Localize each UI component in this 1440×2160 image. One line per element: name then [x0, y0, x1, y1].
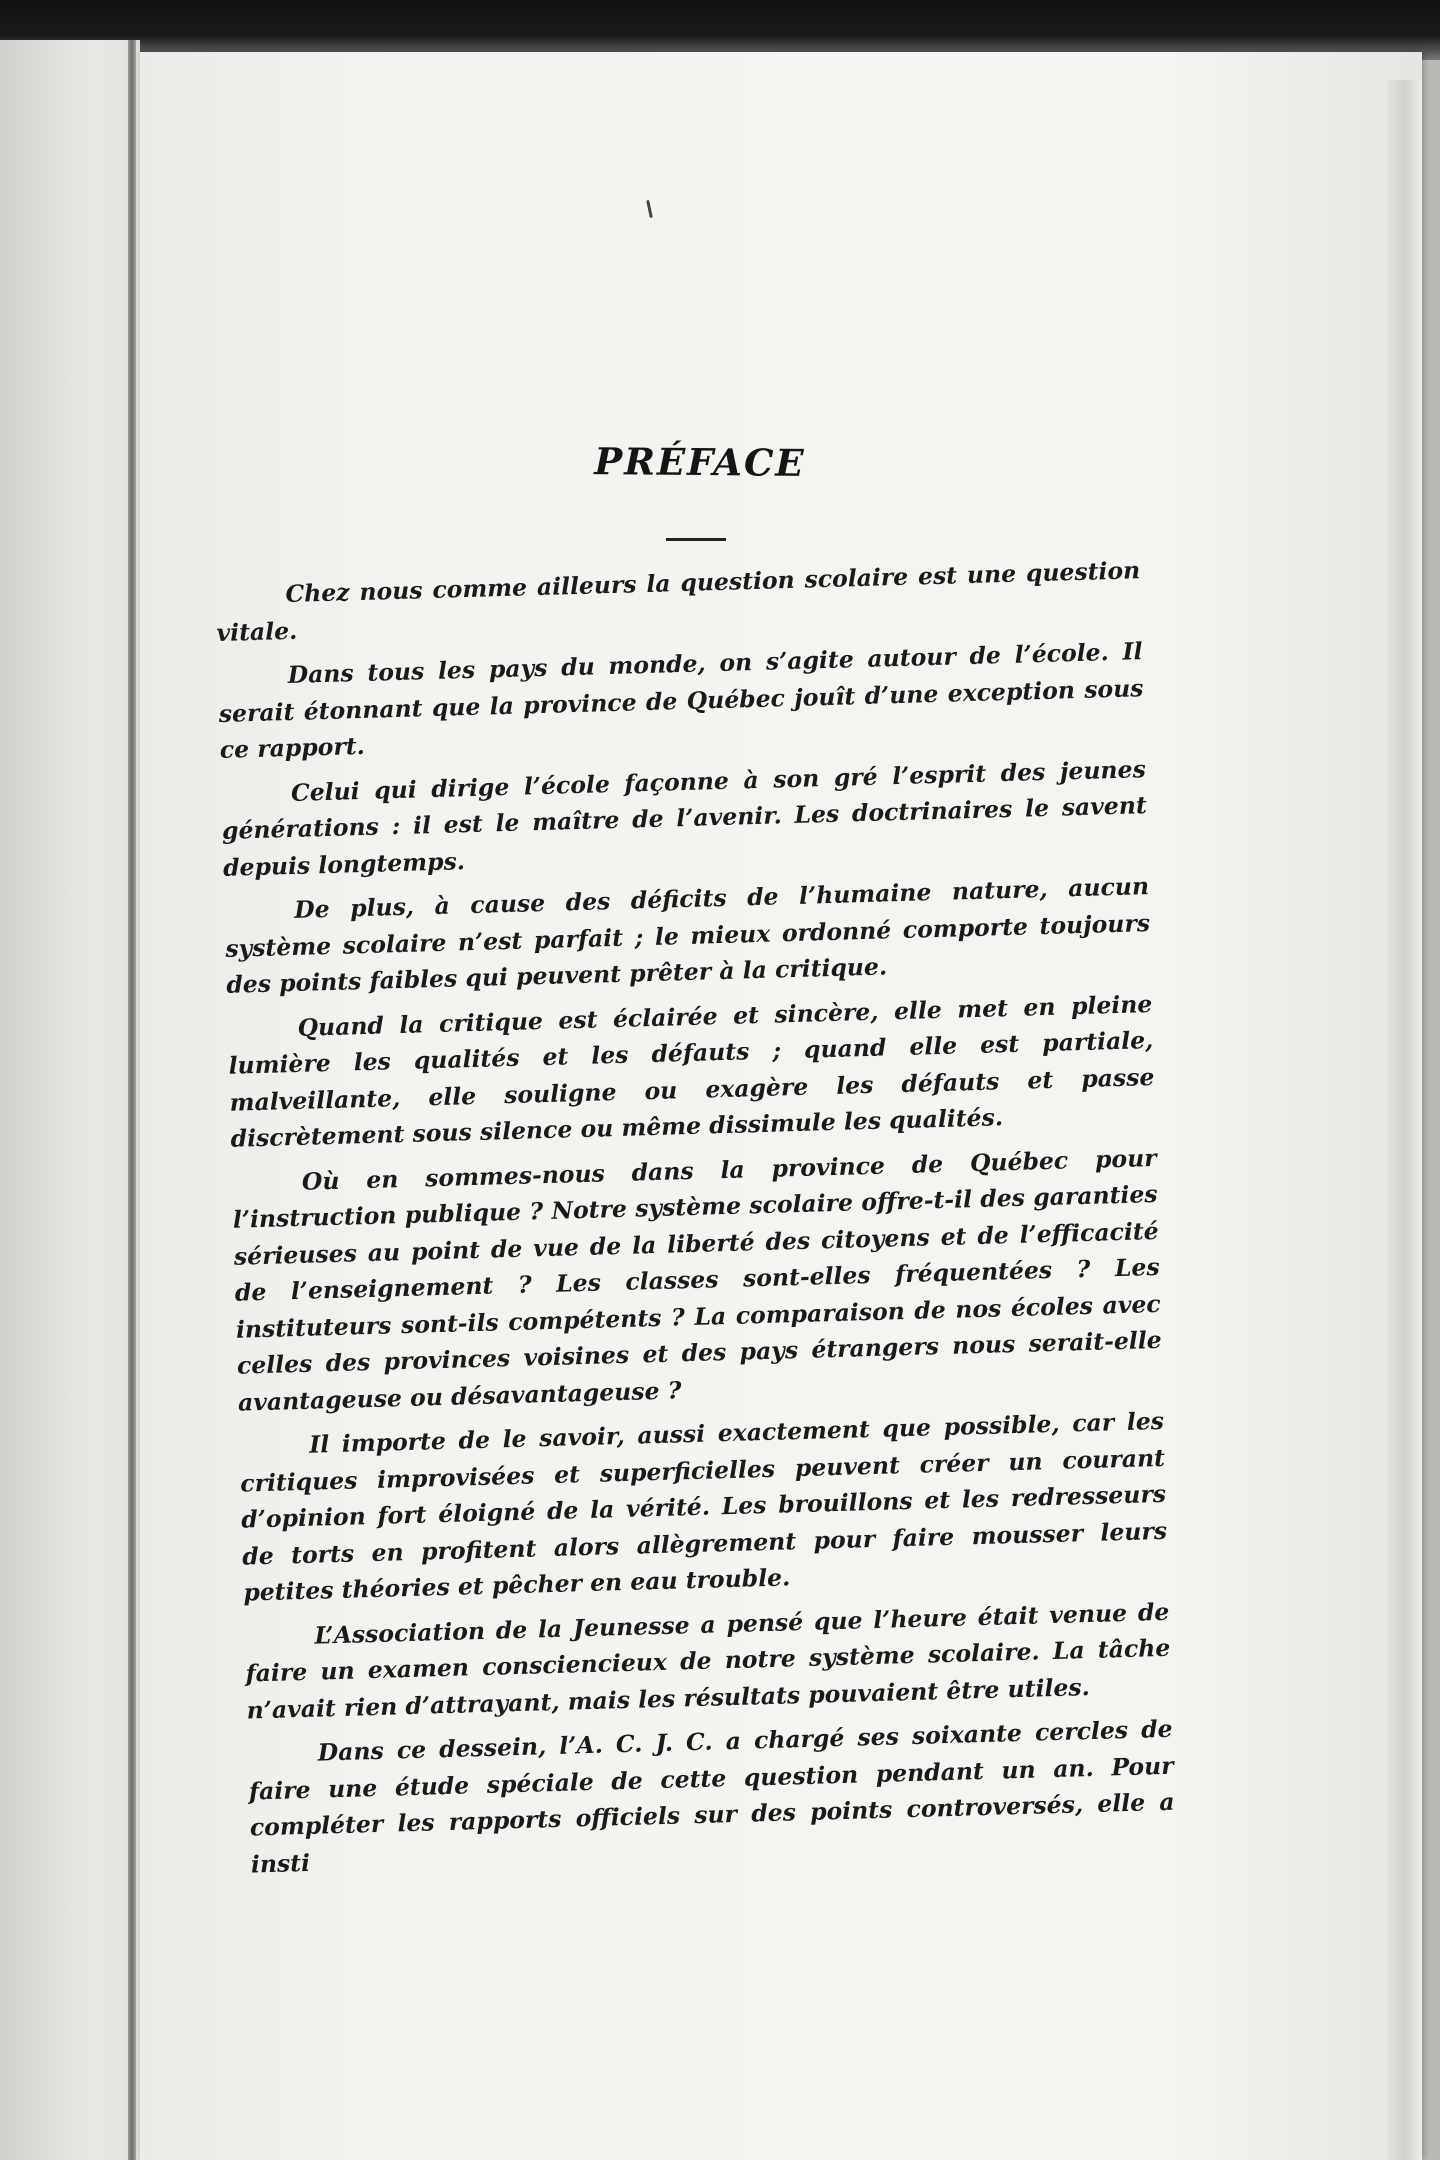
body-text	[215, 552, 1176, 1890]
paragraph: Dans tous les pays du monde, on s’agite autour de l’école. Il serait étonnant que la province de Québec jouît d’une exception sous ce rapport.	[218, 637, 1144, 764]
paragraph: Celui qui dirige l’école façonne à son gré l’esprit des jeunes générations : il est le maître de l’avenir. Les doctrinaires le savent depuis longtemps.	[221, 754, 1148, 882]
facing-page	[0, 40, 140, 2160]
scan-top-edge	[0, 0, 1440, 60]
paragraph: Il importe de le savoir, aussi exactement que possible, car les critiques improvisées et superficielles peuvent créer un courant d’opinion fort éloigné de la vérité. Les brouillons et les redresseurs de torts en profitent alors allègrement pour faire mousser leurs petites théories et pêcher en eau trouble.	[239, 1406, 1168, 1607]
book-gutter	[128, 40, 136, 2160]
paragraph: Dans ce dessein, l’A. C. J. C. a chargé ses soixante cercles de faire une étude spéciale de cette question pendant un an. Pour compléter les rapports officiels sur des points controversés, elle a insti	[248, 1714, 1175, 1878]
title-rule	[666, 538, 726, 541]
page-edge	[1388, 80, 1422, 2160]
paragraph: De plus, à cause des déficits de l’humaine nature, aucun système scolaire n’est parfait ; le mieux ordonné comporte toujours des points faibles qui peuvent prêter à la critique.	[224, 872, 1151, 999]
paragraph: L’Association de la Jeunesse a pensé que l’heure était venue de faire un examen consciencieux de notre système scolaire. La tâche n’avait rien d’attrayant, mais les résultats pouvaient être utiles.	[245, 1597, 1171, 1725]
paragraph: Où en sommes-nous dans la province de Québec pour l’instruction publique ? Notre système scolaire offre-t-il des garanties sérieuses au point de vue de la liberté des citoyens et de l’efficacité de l’enseignement ? Les classes sont-elles fréquentées ? Les instituteurs sont-ils compétents ? La comparaison de nos écoles avec celles des provinces voisines et des pays étrangers nous serait-elle avantageuse ou désavantageuse ?	[232, 1143, 1163, 1417]
paragraph: Chez nous comme ailleurs la question scolaire est une question vitale.	[216, 556, 1141, 647]
paragraph: Quand la critique est éclairée et sincère, elle met en pleine lumière les qualités et les défauts ; quand elle est partiale, malveillante, elle souligne ou exagère les défauts et passe discrètement sous silence ou même dissimule les qualités.	[228, 989, 1155, 1153]
page-title: PRÉFACE	[594, 439, 806, 485]
